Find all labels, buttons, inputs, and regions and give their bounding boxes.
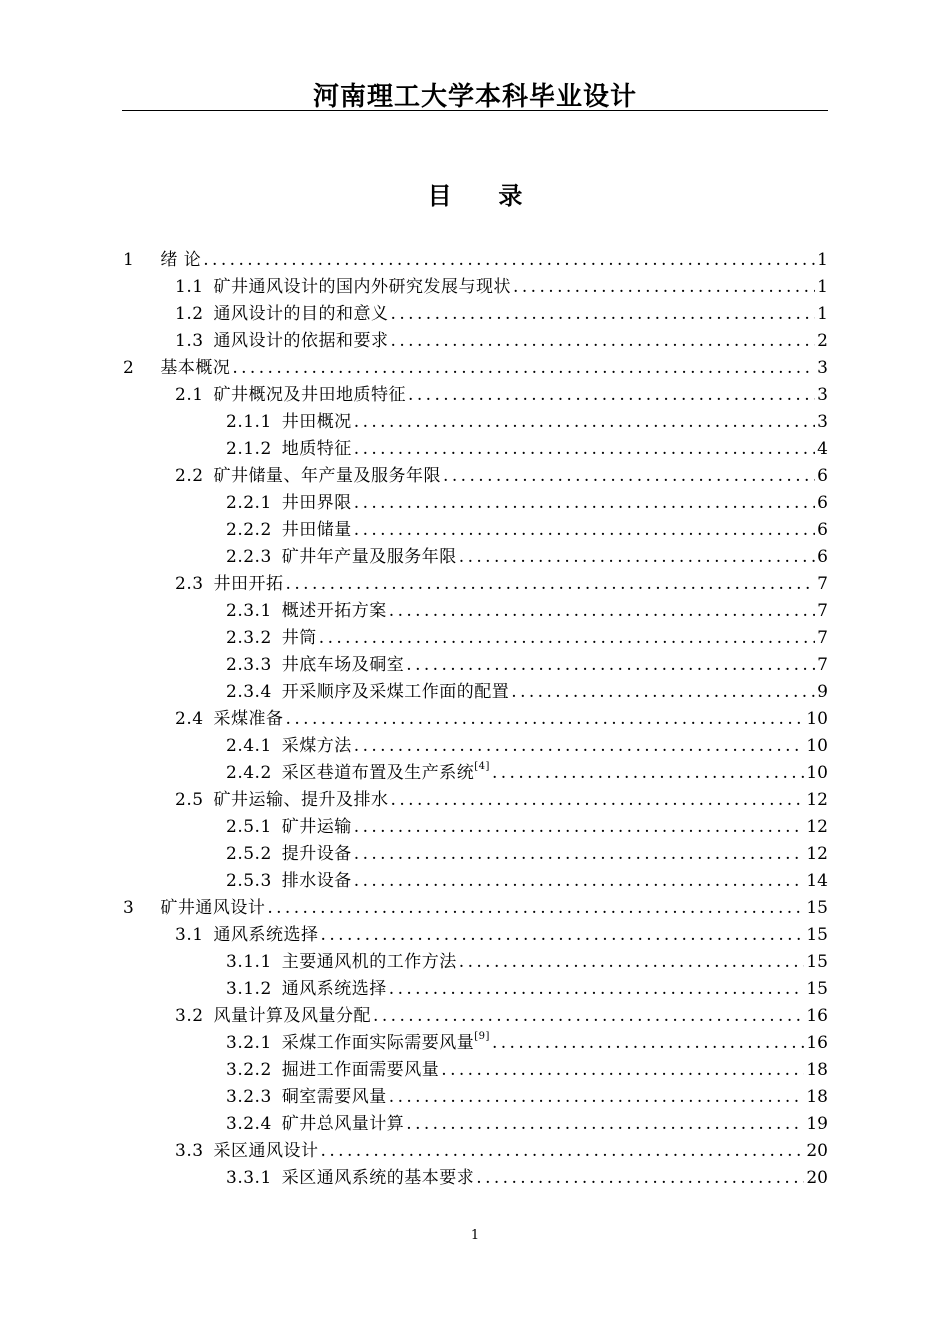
toc-entry-number: 2.5.3 bbox=[226, 871, 272, 891]
toc-entry-page: 7 bbox=[817, 574, 828, 594]
toc-entry-label-text: 采煤准备 bbox=[213, 709, 284, 729]
toc-entry-page: 1 bbox=[817, 304, 828, 324]
toc-entry-page: 20 bbox=[806, 1141, 828, 1161]
toc-entry[interactable] bbox=[175, 382, 828, 409]
toc-entry[interactable] bbox=[226, 868, 828, 895]
toc-entry-label-text: 通风设计的目的和意义 bbox=[213, 304, 389, 324]
toc-entry[interactable] bbox=[123, 895, 828, 922]
toc-entry[interactable] bbox=[175, 787, 828, 814]
toc-entry-label-text: 采煤方法 bbox=[281, 736, 352, 756]
toc-entry-number: 1.2 bbox=[175, 304, 204, 324]
toc-entry[interactable] bbox=[175, 274, 828, 301]
toc-entry-number: 1.3 bbox=[175, 331, 204, 351]
page-number: 1 bbox=[470, 1228, 480, 1243]
toc-entry-label bbox=[282, 490, 352, 517]
toc-entry-leader-dots bbox=[286, 706, 805, 733]
toc-heading-char-1: 目 bbox=[427, 182, 452, 210]
toc-entry-label bbox=[214, 382, 407, 409]
toc-entry-number: 3.1.2 bbox=[226, 979, 272, 999]
toc-entry-page: 10 bbox=[806, 763, 828, 783]
toc-entry-number: 2.5.1 bbox=[226, 817, 272, 837]
toc-entry-page: 20 bbox=[806, 1168, 828, 1188]
toc-entry-page: 16 bbox=[806, 1006, 828, 1026]
toc-entry-page: 18 bbox=[806, 1060, 828, 1080]
toc-entry-number: 2.2.1 bbox=[226, 493, 272, 513]
toc-entry-citation: [4] bbox=[474, 761, 490, 772]
toc-entry-page: 19 bbox=[806, 1114, 828, 1134]
toc-entry-label bbox=[214, 1003, 372, 1030]
toc-entry-page: 15 bbox=[806, 925, 828, 945]
toc-entry-leader-dots bbox=[476, 1165, 804, 1192]
toc-entry-label bbox=[282, 1084, 387, 1111]
toc-entry-label bbox=[214, 922, 319, 949]
document-header-title: 河南理工大学本科毕业设计 bbox=[312, 82, 637, 112]
toc-entry-number: 3.2 bbox=[175, 1006, 204, 1026]
toc-entry-number: 3.2.1 bbox=[226, 1033, 272, 1053]
toc-entry-label bbox=[214, 571, 284, 598]
toc-entry-page: 6 bbox=[817, 547, 828, 567]
toc-entry-number: 1.1 bbox=[175, 277, 204, 297]
toc-entry[interactable] bbox=[175, 1003, 828, 1030]
toc-entry-number: 2.5 bbox=[175, 790, 204, 810]
toc-entry-number: 3.1 bbox=[175, 925, 204, 945]
toc-entry-label-text: 矿井总风量计算 bbox=[281, 1114, 405, 1134]
toc-entry-label-text: 采煤工作面实际需要风量 bbox=[281, 1033, 475, 1053]
toc-entry-page: 12 bbox=[806, 844, 828, 864]
toc-entry-label-text: 采区通风系统的基本要求 bbox=[281, 1168, 475, 1188]
toc-entry-page: 15 bbox=[806, 979, 828, 999]
toc-entry-label-text: 掘进工作面需要风量 bbox=[281, 1060, 440, 1080]
toc-entry-label-text: 通风系统选择 bbox=[213, 925, 319, 945]
toc-entry-label-text: 矿井概况及井田地质特征 bbox=[213, 385, 407, 405]
toc-entry-number: 3.3 bbox=[175, 1141, 204, 1161]
toc-entry-page: 6 bbox=[817, 520, 828, 540]
toc-entry-leader-dots bbox=[203, 247, 815, 274]
toc-entry[interactable] bbox=[175, 706, 828, 733]
toc-entry-leader-dots bbox=[286, 571, 816, 598]
toc-entry-leader-dots bbox=[391, 301, 816, 328]
toc-entry-page: 10 bbox=[806, 709, 828, 729]
toc-entry-label-text: 井底车场及硐室 bbox=[281, 655, 405, 675]
toc-entry-page: 9 bbox=[817, 682, 828, 702]
toc-entry[interactable] bbox=[226, 598, 828, 625]
toc-entry-leader-dots bbox=[492, 760, 804, 787]
toc-entry[interactable] bbox=[226, 1111, 828, 1138]
toc-entry-label bbox=[282, 1057, 440, 1084]
toc-entry[interactable] bbox=[123, 355, 828, 382]
toc-entry-label bbox=[282, 976, 387, 1003]
toc-entry-label bbox=[282, 679, 510, 706]
toc-entry-label-text: 矿井储量、年产量及服务年限 bbox=[213, 466, 442, 486]
toc-entry-page: 16 bbox=[806, 1033, 828, 1053]
toc-entry-leader-dots bbox=[354, 841, 805, 868]
toc-entry-label bbox=[214, 1138, 319, 1165]
toc-entry-page: 15 bbox=[806, 952, 828, 972]
toc-entry-leader-dots bbox=[443, 463, 815, 490]
toc-entry[interactable] bbox=[226, 760, 828, 787]
toc-entry-number: 2.4.1 bbox=[226, 736, 272, 756]
toc-entry[interactable] bbox=[175, 463, 828, 490]
toc-entry-number: 2.3.1 bbox=[226, 601, 272, 621]
toc-entry-label-text: 通风系统选择 bbox=[281, 979, 387, 999]
toc-entry[interactable] bbox=[175, 301, 828, 328]
toc-entry-page: 6 bbox=[817, 466, 828, 486]
toc-heading bbox=[0, 176, 950, 211]
toc-entry-leader-dots bbox=[459, 544, 815, 571]
toc-entry-label-text: 井田界限 bbox=[281, 493, 352, 513]
toc-entry-label bbox=[282, 1111, 405, 1138]
toc-entry-citation: [9] bbox=[474, 1031, 490, 1042]
toc-entry[interactable] bbox=[226, 949, 828, 976]
toc-entry-label bbox=[282, 760, 490, 787]
toc-entry-label bbox=[282, 733, 352, 760]
toc-entry-leader-dots bbox=[391, 328, 816, 355]
toc-entry-leader-dots bbox=[321, 1138, 805, 1165]
toc-entry-number: 2.2.3 bbox=[226, 547, 272, 567]
toc-entry-leader-dots bbox=[354, 436, 815, 463]
toc-entry-page: 3 bbox=[817, 385, 828, 405]
toc-entry-leader-dots bbox=[354, 517, 815, 544]
toc-entry-number: 1 bbox=[123, 250, 135, 270]
toc-entry-label-text: 主要通风机的工作方法 bbox=[281, 952, 457, 972]
toc-entry-label bbox=[282, 814, 352, 841]
toc-entry-label bbox=[282, 1165, 475, 1192]
toc-entry-page: 10 bbox=[806, 736, 828, 756]
toc-entry-number: 3.2.2 bbox=[226, 1060, 272, 1080]
toc-entry-label-text: 矿井通风设计 bbox=[160, 898, 266, 918]
toc-entry-leader-dots bbox=[513, 274, 815, 301]
toc-entry[interactable] bbox=[226, 1030, 828, 1057]
header-divider bbox=[122, 110, 828, 111]
toc-entry-label bbox=[160, 247, 201, 274]
toc-entry-leader-dots bbox=[406, 652, 815, 679]
toc-entry[interactable] bbox=[226, 517, 828, 544]
toc-entry-leader-dots bbox=[511, 679, 815, 706]
toc-entry[interactable] bbox=[175, 1138, 828, 1165]
toc-entry-label-text: 采区巷道布置及生产系统 bbox=[281, 763, 475, 783]
toc-entry-leader-dots bbox=[406, 1111, 804, 1138]
toc-entry-label bbox=[282, 598, 387, 625]
toc-entry-number: 2.3.3 bbox=[226, 655, 272, 675]
toc-entry-page: 18 bbox=[806, 1087, 828, 1107]
toc-entry-label bbox=[214, 706, 284, 733]
toc-entry-label-text: 矿井运输、提升及排水 bbox=[213, 790, 389, 810]
toc-entry[interactable] bbox=[123, 247, 828, 274]
toc-entry-number: 2.5.2 bbox=[226, 844, 272, 864]
toc-entry[interactable] bbox=[226, 976, 828, 1003]
toc-entry-number: 2.4.2 bbox=[226, 763, 272, 783]
toc-entry[interactable] bbox=[226, 436, 828, 463]
toc-entry-number: 2.3.2 bbox=[226, 628, 272, 648]
toc-entry-page: 15 bbox=[806, 898, 828, 918]
toc-entry-leader-dots bbox=[354, 490, 815, 517]
toc-entry-page: 7 bbox=[817, 655, 828, 675]
toc-entry-leader-dots bbox=[319, 625, 815, 652]
toc-entry-leader-dots bbox=[389, 1084, 805, 1111]
toc-entry-label-text: 井田储量 bbox=[281, 520, 352, 540]
toc-entry-number: 2.1.2 bbox=[226, 439, 272, 459]
toc-entry-label bbox=[282, 544, 457, 571]
toc-entry-label-text: 基本概况 bbox=[160, 358, 231, 378]
toc-entry-page: 3 bbox=[817, 412, 828, 432]
toc-entry-label-text: 地质特征 bbox=[281, 439, 352, 459]
toc-entry-label-text: 提升设备 bbox=[281, 844, 352, 864]
toc-entry-label bbox=[282, 949, 457, 976]
toc-entry-label bbox=[214, 301, 389, 328]
toc-entry-leader-dots bbox=[391, 787, 805, 814]
toc-entry-leader-dots bbox=[354, 868, 805, 895]
toc-entry-leader-dots bbox=[441, 1057, 804, 1084]
toc-entry-page: 7 bbox=[817, 601, 828, 621]
toc-entry-label bbox=[282, 1030, 490, 1057]
toc-entry-label-text: 绪 论 bbox=[160, 250, 202, 270]
toc-entry-page: 4 bbox=[817, 439, 828, 459]
toc-entry-leader-dots bbox=[321, 922, 805, 949]
toc-entry-leader-dots bbox=[354, 814, 805, 841]
toc-entry-leader-dots bbox=[408, 382, 815, 409]
toc-entry-number: 2.3.4 bbox=[226, 682, 272, 702]
toc-entry-leader-dots bbox=[389, 598, 815, 625]
toc-entry-page: 14 bbox=[806, 871, 828, 891]
toc-entry-label-text: 井田开拓 bbox=[213, 574, 284, 594]
toc-entry-label bbox=[282, 652, 405, 679]
toc-entry-label bbox=[214, 274, 512, 301]
toc-entry-page: 7 bbox=[817, 628, 828, 648]
toc-entry-number: 2.2 bbox=[175, 466, 204, 486]
toc-entry[interactable] bbox=[226, 652, 828, 679]
toc-entry-number: 2.3 bbox=[175, 574, 204, 594]
toc-entry-page: 12 bbox=[806, 790, 828, 810]
toc-entry-page: 1 bbox=[817, 277, 828, 297]
toc-entry-label-text: 硐室需要风量 bbox=[281, 1087, 387, 1107]
toc-entry-number: 3.1.1 bbox=[226, 952, 272, 972]
toc-entry-page: 1 bbox=[817, 250, 828, 270]
toc-entry[interactable] bbox=[175, 922, 828, 949]
toc-entry[interactable] bbox=[226, 1057, 828, 1084]
toc-entry-label bbox=[214, 787, 389, 814]
toc-entry[interactable] bbox=[226, 841, 828, 868]
toc-entry-leader-dots bbox=[389, 976, 805, 1003]
toc-entry-leader-dots bbox=[232, 355, 815, 382]
toc-entry-leader-dots bbox=[492, 1030, 804, 1057]
toc-entry[interactable] bbox=[226, 544, 828, 571]
toc-entry[interactable] bbox=[226, 625, 828, 652]
toc-entry-label-text: 风量计算及风量分配 bbox=[213, 1006, 372, 1026]
toc-entry-number: 2.4 bbox=[175, 709, 204, 729]
toc-entry[interactable] bbox=[175, 571, 828, 598]
toc-entry-label bbox=[160, 355, 230, 382]
toc-entry-number: 2.1 bbox=[175, 385, 204, 405]
toc-entry-number: 2.1.1 bbox=[226, 412, 272, 432]
toc-entry-page: 3 bbox=[817, 358, 828, 378]
toc-entry-number: 3 bbox=[123, 898, 135, 918]
toc-entry-label bbox=[282, 841, 352, 868]
toc-entry-label bbox=[282, 436, 352, 463]
toc-entry-leader-dots bbox=[354, 733, 805, 760]
toc-entry-label-text: 排水设备 bbox=[281, 871, 352, 891]
toc-entry-leader-dots bbox=[459, 949, 805, 976]
toc-entry-label bbox=[282, 868, 352, 895]
toc-entry-label-text: 矿井运输 bbox=[281, 817, 352, 837]
toc-entry-label-text: 采区通风设计 bbox=[213, 1141, 319, 1161]
toc-entry-label bbox=[282, 409, 352, 436]
toc-entry[interactable] bbox=[226, 1165, 828, 1192]
toc-entry-label bbox=[160, 895, 265, 922]
toc-entry[interactable] bbox=[226, 733, 828, 760]
toc-entry-label-text: 概述开拓方案 bbox=[281, 601, 387, 621]
toc-entry-label-text: 通风设计的依据和要求 bbox=[213, 331, 389, 351]
toc-entry-number: 3.2.4 bbox=[226, 1114, 272, 1134]
toc-entry[interactable] bbox=[226, 409, 828, 436]
toc-entry-leader-dots bbox=[354, 409, 815, 436]
toc-entry-leader-dots bbox=[267, 895, 804, 922]
toc-entry-label bbox=[214, 463, 442, 490]
toc-entry-number: 3.3.1 bbox=[226, 1168, 272, 1188]
toc-entry[interactable] bbox=[226, 490, 828, 517]
toc-entry-page: 6 bbox=[817, 493, 828, 513]
toc-entry[interactable] bbox=[175, 328, 828, 355]
toc-entry-number: 2.2.2 bbox=[226, 520, 272, 540]
toc-entry-label bbox=[214, 328, 389, 355]
toc-entry[interactable] bbox=[226, 814, 828, 841]
toc-entry-number: 2 bbox=[123, 358, 135, 378]
toc-entry-label-text: 井筒 bbox=[281, 628, 317, 648]
toc-entry[interactable] bbox=[226, 679, 828, 706]
toc-entry-label-text: 矿井年产量及服务年限 bbox=[281, 547, 457, 567]
toc-entry-page: 12 bbox=[806, 817, 828, 837]
toc-entry-label-text: 开采顺序及采煤工作面的配置 bbox=[281, 682, 510, 702]
toc-entry-leader-dots bbox=[373, 1003, 804, 1030]
toc-entry-number: 3.2.3 bbox=[226, 1087, 272, 1107]
toc-entry-page: 2 bbox=[817, 331, 828, 351]
toc-entry[interactable] bbox=[226, 1084, 828, 1111]
toc-entry-label bbox=[282, 517, 352, 544]
toc-entry-label-text: 矿井通风设计的国内外研究发展与现状 bbox=[213, 277, 512, 297]
toc-heading-char-2: 录 bbox=[498, 182, 523, 210]
toc-entry-label-text: 井田概况 bbox=[281, 412, 352, 432]
toc-entry-label bbox=[282, 625, 317, 652]
